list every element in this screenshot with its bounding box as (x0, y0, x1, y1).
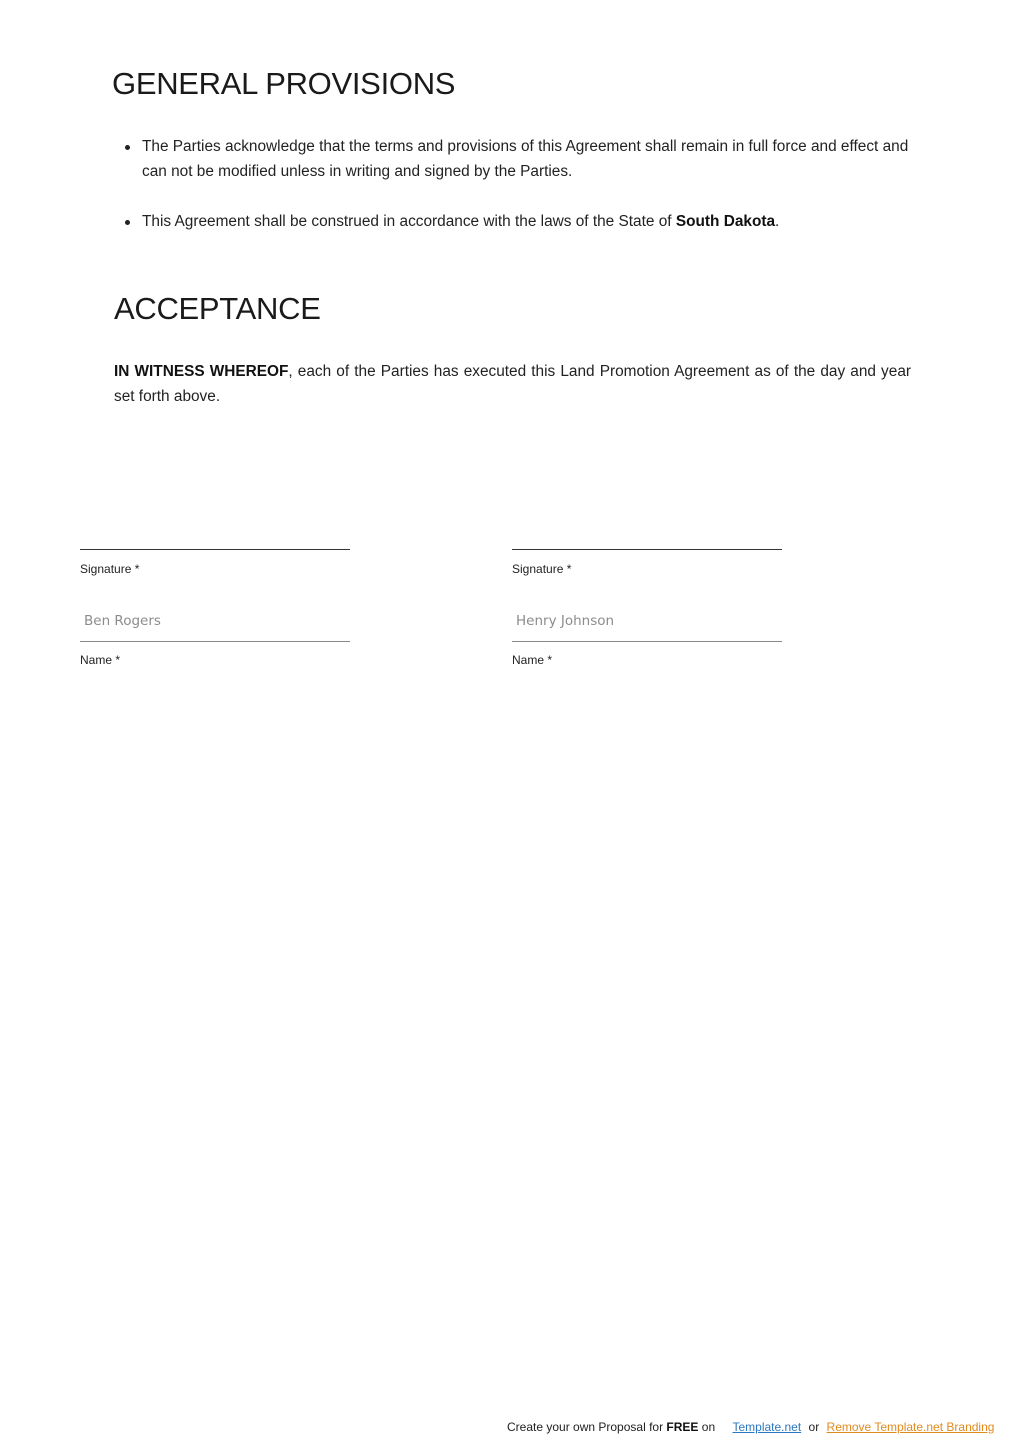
branding-footer (507, 1420, 994, 1434)
acceptance-body: , each of the Parties has executed this Land Promotion Agreement as of the day and year set forth above. (114, 363, 911, 405)
name-label-2: Name * (512, 653, 553, 667)
footer-free: FREE (666, 1420, 699, 1434)
bullet-icon (125, 220, 130, 225)
governing-state: South Dakota (675, 213, 776, 230)
acceptance-paragraph (114, 359, 911, 409)
signature-line-1[interactable] (80, 549, 350, 550)
general-provisions-heading: GENERAL PROVISIONS (112, 66, 456, 101)
name-label-1: Name * (80, 653, 121, 667)
signature-label-2: Signature * (512, 562, 572, 576)
footer-prefix: Create your own Proposal for (507, 1420, 667, 1434)
provision-text-before: This Agreement shall be construed in accordance with the laws of the State of (142, 213, 676, 230)
name-line-1 (80, 641, 350, 642)
signature-line-2[interactable] (512, 549, 782, 550)
signature-label-1: Signature * (80, 562, 140, 576)
bullet-icon (125, 145, 130, 150)
provisions-list (122, 134, 922, 234)
provision-item-1 (122, 134, 922, 184)
provision-text: The Parties acknowledge that the terms and provisions of this Agreement shall remain in full force and effect and can not be modified unless in writing and signed by the Parties. (142, 138, 909, 180)
name-field-2[interactable]: Henry Johnson (516, 613, 615, 629)
footer-or: or (808, 1420, 820, 1434)
provision-item-2 (122, 209, 922, 234)
name-line-2 (512, 641, 782, 642)
witness-lead: IN WITNESS WHEREOF (114, 363, 289, 380)
remove-branding-link[interactable]: Remove Template.net Branding (826, 1420, 995, 1434)
footer-on: on (698, 1420, 716, 1434)
provision-text-after: . (775, 213, 780, 230)
acceptance-heading: ACCEPTANCE (114, 291, 321, 326)
template-net-link[interactable]: Template.net (732, 1420, 802, 1434)
name-field-1[interactable]: Ben Rogers (84, 613, 161, 629)
